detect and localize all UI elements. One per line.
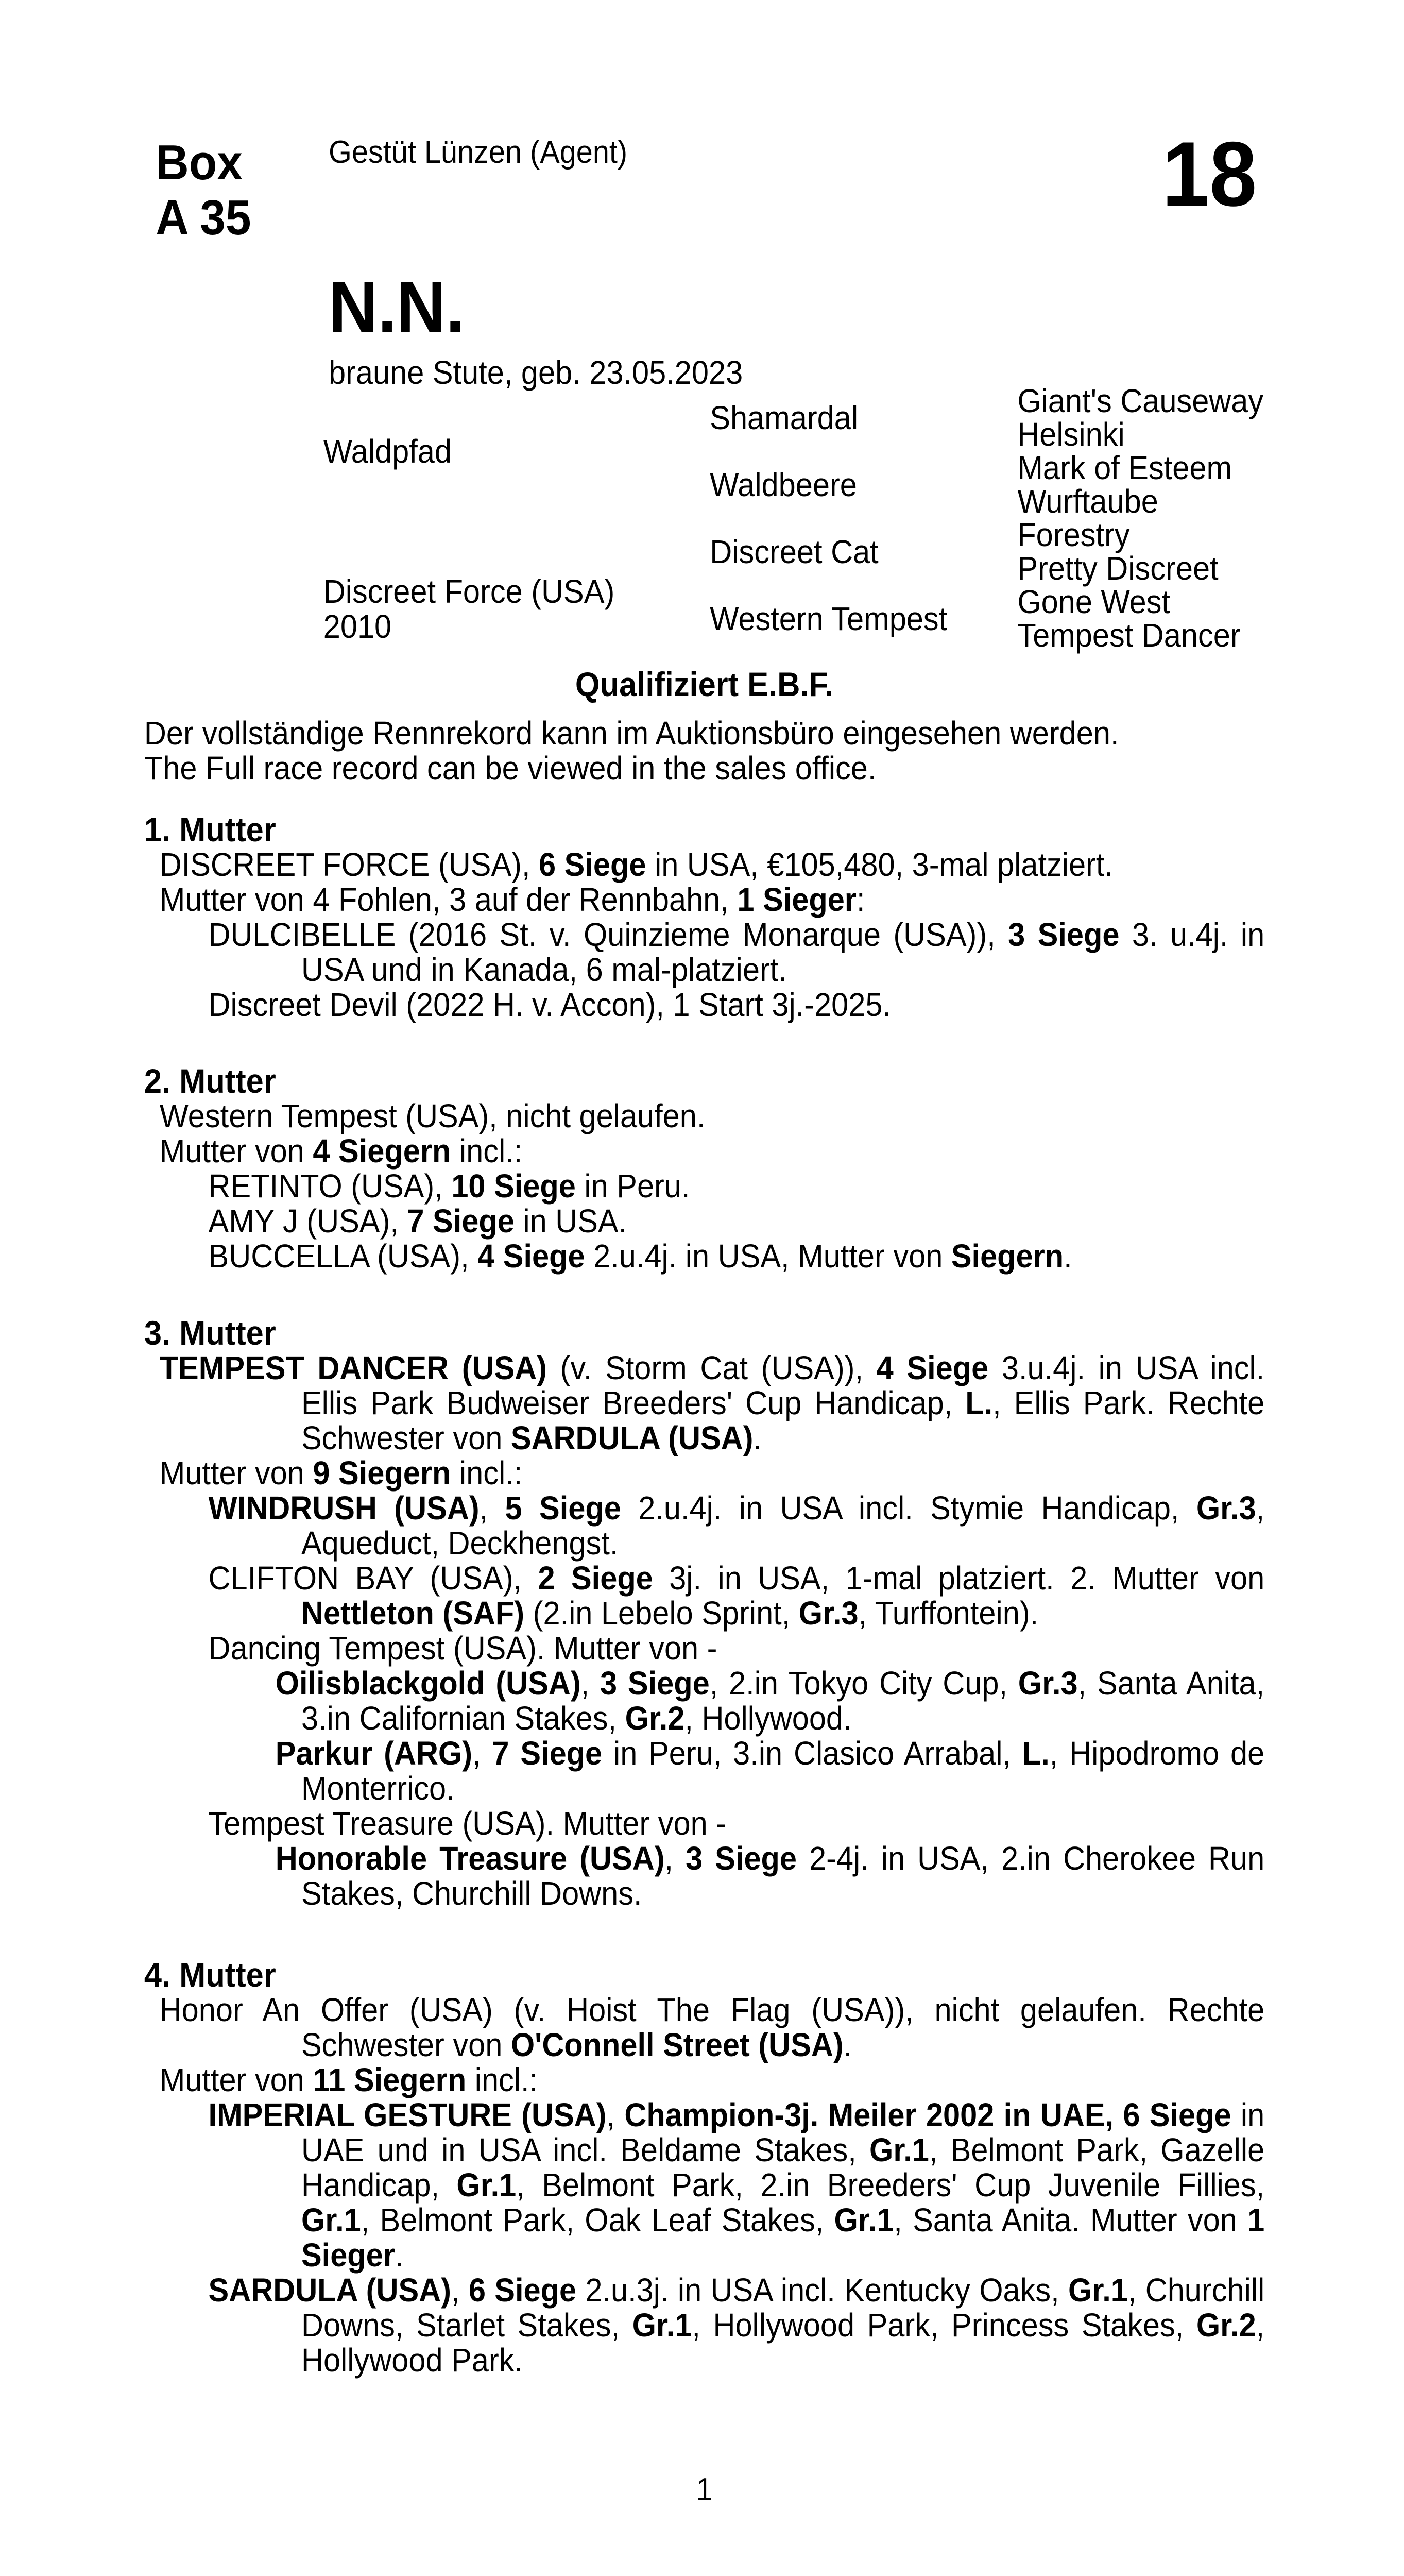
catalog-paragraph: TEMPEST DANCER (USA) (v. Storm Cat (USA)), 4 Siege 3.u.4j. in USA incl. Ellis Park Budweiser Breeders' Cup Handicap, L., Ellis Park. Rechte Schwester von SARDULA (USA).	[159, 1349, 1265, 1456]
pedigree-sire-name: Waldpfad	[323, 432, 452, 470]
catalog-paragraph: Dancing Tempest (USA). Mutter von -	[208, 1630, 717, 1667]
ebf-qualification: Qualifiziert E.B.F.	[575, 665, 834, 703]
mutter-section	[144, 1063, 1264, 1274]
catalog-paragraph: IMPERIAL GESTURE (USA), Champion-3j. Meiler 2002 in UAE, 6 Siege in UAE und in USA incl. Beldame Stakes, Gr.1, Belmont Park, Gazelle Handicap, Gr.1, Belmont Park, 2.in Breeders' Cup Juvenile Fillies, Gr.1, Belmont Park, Oak Leaf Stakes, Gr.1, Santa Anita. Mutter von 1 Sieger.	[208, 2096, 1265, 2274]
catalog-paragraph: Honorable Treasure (USA), 3 Siege 2-4j. in USA, 2.in Cherokee Run Stakes, Churchill Downs.	[275, 1840, 1265, 1912]
catalog-paragraph: AMY J (USA), 7 Siege in USA.	[208, 1202, 627, 1240]
pedigree-sire-sire: Shamardal	[710, 399, 859, 436]
section-heading: 3. Mutter	[144, 1314, 276, 1352]
catalog-paragraph: CLIFTON BAY (USA), 2 Siege 3j. in USA, 1-mal platziert. 2. Mutter von Nettleton (SAF) (2.in Lebelo Sprint, Gr.3, Turffontein).	[208, 1560, 1265, 1632]
section-heading: 1. Mutter	[144, 810, 276, 849]
pedigree-dam-name: Discreet Force (USA)	[323, 573, 615, 610]
catalog-paragraph: Honor An Offer (USA) (v. Hoist The Flag (USA)), nicht gelaufen. Rechte Schwester von O'Connell Street (USA).	[159, 1991, 1265, 2063]
catalog-paragraph: DULCIBELLE (2016 St. v. Quinzieme Monarque (USA)), 3 Siege 3. u.4j. in USA und in Kanada, 6 mal-platziert.	[208, 916, 1265, 988]
box-number	[156, 135, 251, 245]
race-record-note	[144, 716, 1119, 786]
pedigree-dam-dam: Western Tempest	[710, 600, 948, 637]
race-record-note-en: The Full race record can be viewed in the sales office.	[144, 750, 877, 787]
catalog-paragraph: Discreet Devil (2022 H. v. Accon), 1 Start 3j.-2025.	[208, 986, 891, 1023]
pedigree-sire	[323, 384, 710, 518]
catalog-paragraph: SARDULA (USA), 6 Siege 2.u.3j. in USA incl. Kentucky Oaks, Gr.1, Churchill Downs, Starlet Stakes, Gr.1, Hollywood Park, Princess Stakes, Gr.2, Hollywood Park.	[208, 2272, 1265, 2379]
pedigree-ggp-1: Giant's Causeway	[1017, 382, 1264, 419]
catalog-paragraph: Tempest Treasure (USA). Mutter von -	[208, 1805, 727, 1842]
catalog-paragraph: Mutter von 11 Siegern incl.:	[159, 2061, 538, 2098]
pedigree-ggp-2: Helsinki	[1017, 416, 1125, 453]
box-label-line2: A 35	[156, 190, 251, 245]
horse-name: N.N.	[328, 266, 465, 348]
horse-details: braune Stute, geb. 23.05.2023	[328, 354, 743, 391]
box-label-line1: Box	[156, 135, 243, 190]
pedigree-ggp-5: Forestry	[1017, 516, 1130, 553]
catalog-paragraph: WINDRUSH (USA), 5 Siege 2.u.4j. in USA incl. Stymie Handicap, Gr.3, Aqueduct, Deckhengst.	[208, 1489, 1265, 1562]
catalog-paragraph: RETINTO (USA), 10 Siege in Peru.	[208, 1167, 690, 1205]
section-heading: 2. Mutter	[144, 1062, 276, 1100]
pedigree-dam-year: 2010	[323, 608, 392, 645]
section-heading: 4. Mutter	[144, 1956, 276, 1994]
pedigree-ggp-7: Gone West	[1017, 583, 1170, 620]
pedigree-ggp-6: Pretty Discreet	[1017, 550, 1219, 587]
catalog-paragraph: Mutter von 4 Fohlen, 3 auf der Rennbahn, 1 Sieger:	[159, 881, 865, 918]
lot-number: 18	[1162, 123, 1257, 225]
pedigree-ggp-8: Tempest Dancer	[1017, 617, 1241, 654]
race-record-note-de: Der vollständige Rennrekord kann im Auktionsbüro eingesehen werden.	[144, 715, 1119, 752]
catalog-paragraph: Western Tempest (USA), nicht gelaufen.	[159, 1097, 706, 1134]
mutter-section	[144, 1315, 1264, 1911]
catalog-paragraph: Mutter von 9 Siegern incl.:	[159, 1454, 523, 1492]
catalog-paragraph: BUCCELLA (USA), 4 Siege 2.u.4j. in USA, Mutter von Siegern.	[208, 1238, 1072, 1275]
pedigree-dam-sire: Discreet Cat	[710, 533, 879, 570]
catalog-paragraph: Oilisblackgold (USA), 3 Siege, 2.in Tokyo City Cup, Gr.3, Santa Anita, 3.in Californian Stakes, Gr.2, Hollywood.	[275, 1665, 1265, 1737]
catalog-paragraph: Mutter von 4 Siegern incl.:	[159, 1132, 523, 1170]
consignor-name: Gestüt Lünzen (Agent)	[328, 134, 628, 170]
pedigree-ggp-4: Wurftaube	[1017, 483, 1158, 520]
pedigree-table	[323, 384, 1263, 652]
catalog-paragraph: Parkur (ARG), 7 Siege in Peru, 3.in Clasico Arrabal, L., Hipodromo de Monterrico.	[275, 1735, 1265, 1807]
page-number: 1	[696, 2472, 713, 2507]
pedigree-ggp-3: Mark of Esteem	[1017, 449, 1232, 486]
catalog-paragraph: DISCREET FORCE (USA), 6 Siege in USA, €105,480, 3-mal platziert.	[159, 846, 1113, 883]
pedigree-dam	[323, 518, 710, 652]
mutter-section	[144, 812, 1264, 1022]
mutter-section	[144, 1957, 1264, 2378]
pedigree-sire-dam: Waldbeere	[710, 466, 857, 503]
